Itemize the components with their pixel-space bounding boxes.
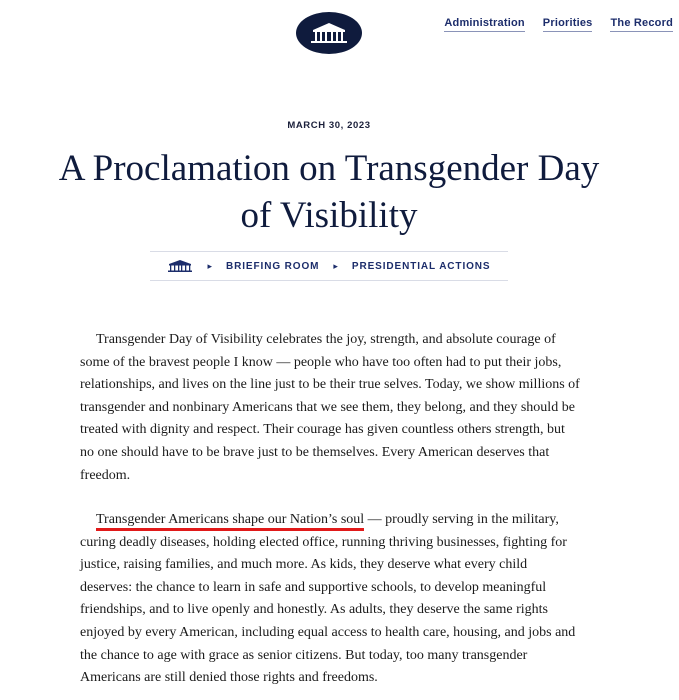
site-header (0, 0, 679, 60)
breadcrumb (150, 251, 508, 281)
highlighted-phrase: Transgender Americans shape our Nation’s soul (96, 512, 364, 531)
home-icon[interactable] (167, 259, 193, 273)
white-house-icon (309, 21, 349, 45)
title-line-1: A Proclamation on Transgender Day (58, 148, 600, 189)
breadcrumb-briefing-room[interactable]: BRIEFING ROOM (226, 260, 320, 272)
article-date: MARCH 30, 2023 (287, 120, 371, 131)
nav-item-administration[interactable]: Administration (444, 17, 524, 32)
main-nav (444, 17, 673, 32)
page-title (0, 145, 658, 239)
paragraph-2 (80, 509, 580, 690)
title-line-2: of Visibility (240, 195, 418, 236)
nav-item-the-record[interactable]: The Record (610, 17, 673, 32)
paragraph-1: Transgender Day of Visibility celebrates the joy, strength, and absolute courage of some of the bravest people I know — people who have too often had to put their jobs, relationships, and lives on the line just to be their true selves. Today, we show millions of transgender and nonbinary Americans that we see them, they belong, and they should be treated with dignity and respect. Their courage has given countless others strength, but no one should have to be brave just to be themselves. Every American deserves that freedom. (80, 332, 580, 483)
chevron-right-icon: ▸ (333, 260, 338, 271)
breadcrumb-presidential-actions[interactable]: PRESIDENTIAL ACTIONS (351, 260, 491, 272)
chevron-right-icon: ▸ (207, 260, 213, 271)
paragraph-2-rest: — proudly serving in the military, curing deadly diseases, holding elected office, running thriving businesses, fighting for justice, raising families, and much more. As kids, they deserve what every child deserves: the chance to learn in safe and supportive schools, to develop meaningful friendships, and to live openly and honestly. As adults, they deserve the same rights enjoyed by every American, including equal access to health care, housing, and jobs and the chance to age with grace as senior citizens. But today, too many transgender Americans are still denied those rights and freedoms. (80, 512, 576, 686)
white-house-logo[interactable] (296, 12, 362, 54)
nav-item-priorities[interactable]: Priorities (543, 17, 593, 32)
